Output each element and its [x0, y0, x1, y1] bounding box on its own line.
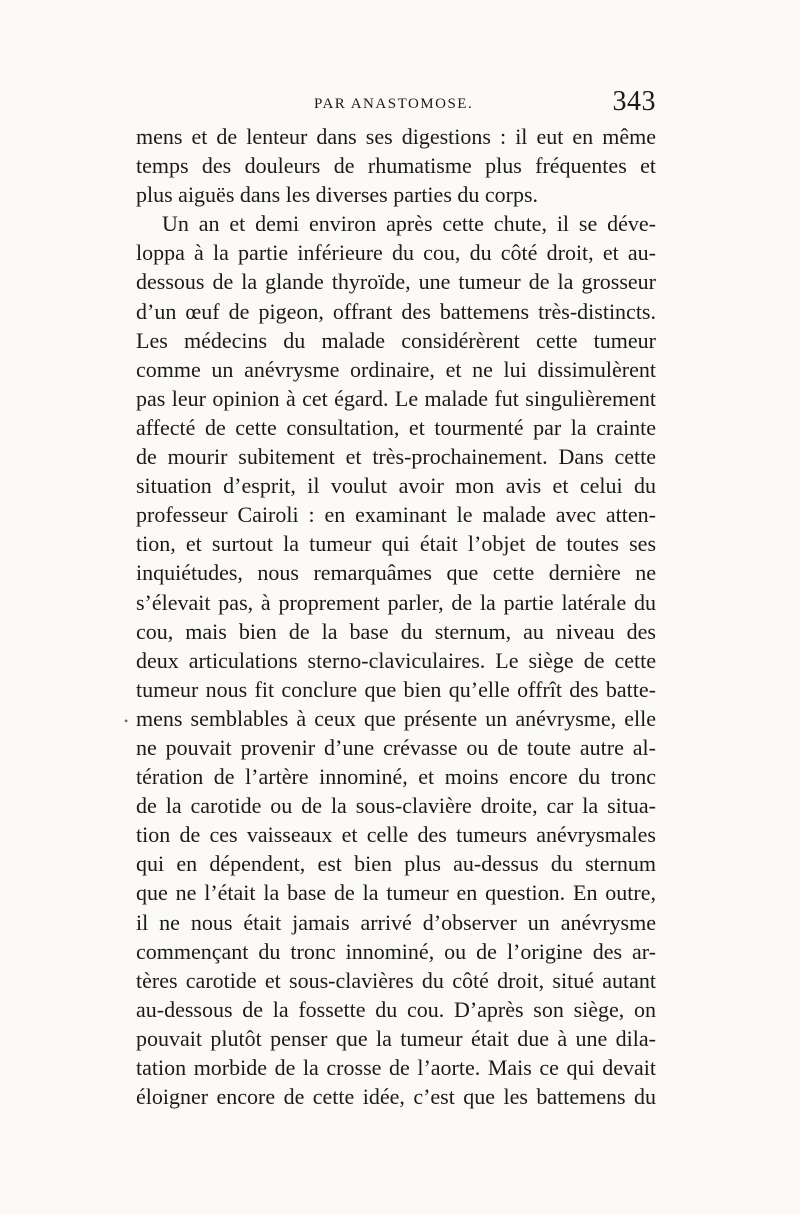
text-line: commençant du tronc innominé, ou de l’origine des ar-: [136, 938, 656, 964]
text-line: Les médecins du malade considérèrent cette tumeur: [136, 327, 656, 353]
text-line: tion de ces vaisseaux et celle des tumeurs anévrysmales: [136, 822, 656, 848]
text-line: tération de l’artère innominé, et moins encore du tronc: [136, 764, 656, 790]
text-line: tion, et surtout la tumeur qui était l’objet de toutes ses: [136, 531, 656, 557]
text-line: au-dessous de la fossette du cou. D’après son siège, on: [136, 996, 656, 1022]
text-line: loppa à la partie inférieure du cou, du côté droit, et au-: [136, 240, 656, 266]
text-line: d’un œuf de pigeon, offrant des battemens très-distincts.: [136, 298, 656, 324]
text-line: ne pouvait provenir d’une crévasse ou de toute autre al-: [136, 734, 656, 760]
text-line: il ne nous était jamais arrivé d’observer un anévrysme: [136, 909, 656, 935]
text-line: mens et de lenteur dans ses digestions : il eut en même: [136, 124, 656, 149]
text-line: temps des douleurs de rhumatisme plus fréquentes et: [136, 153, 656, 179]
text-line: qui en dépendent, est bien plus au-dessus du sternum: [136, 851, 656, 877]
text-line: Un an et demi environ après cette chute, il se déve-: [162, 211, 656, 237]
text-line: plus aiguës dans les diverses parties du corps.: [136, 182, 539, 208]
text-line: deux articulations sterno-claviculaires. Le siège de cette: [136, 647, 656, 673]
text-line: s’élevait pas, à proprement parler, de la partie latérale du: [136, 589, 656, 615]
text-line: tumeur nous fit conclure que bien qu’elle offrît des batte-: [136, 676, 656, 702]
body-text: [136, 122, 656, 1111]
text-line: tation morbide de la crosse de l’aorte. Mais ce qui devait: [136, 1055, 656, 1080]
text-line: cou, mais bien de la base du sternum, au niveau des: [136, 618, 656, 644]
running-head: [136, 86, 656, 122]
text-line: comme un anévrysme ordinaire, et ne lui dissimulèrent: [136, 356, 656, 382]
text-line: que ne l’était la base de la tumeur en question. En outre,: [136, 880, 656, 906]
text-line: affecté de cette consultation, et tourmenté par la crainte: [136, 414, 656, 440]
text-line: de mourir subitement et très-prochainement. Dans cette: [136, 444, 656, 470]
text-line: tères carotide et sous-clavières du côté droit, situé autant: [136, 967, 656, 993]
stray-ink-mark: •: [124, 714, 129, 728]
text-line: situation d’esprit, il voulut avoir mon avis et celui du: [136, 473, 656, 499]
text-line: de la carotide ou de la sous-clavière droite, car la situa-: [136, 793, 656, 819]
text-line: mens semblables à ceux que présente un anévrysme, elle: [136, 705, 656, 731]
text-line: inquiétudes, nous remarquâmes que cette dernière ne: [136, 560, 656, 586]
text-line: pouvait plutôt penser que la tumeur était due à une dila-: [136, 1025, 656, 1051]
text-line: éloigner encore de cette idée, c’est que les battemens du: [136, 1084, 656, 1110]
text-line: pas leur opinion à cet égard. Le malade fut singulièrement: [136, 385, 656, 411]
page-number: 343: [612, 86, 656, 117]
running-title: PAR ANASTOMOSE.: [314, 96, 474, 112]
text-line: professeur Cairoli : en examinant le malade avec atten-: [136, 502, 656, 528]
text-line: dessous de la glande thyroïde, une tumeur de la grosseur: [136, 269, 656, 295]
